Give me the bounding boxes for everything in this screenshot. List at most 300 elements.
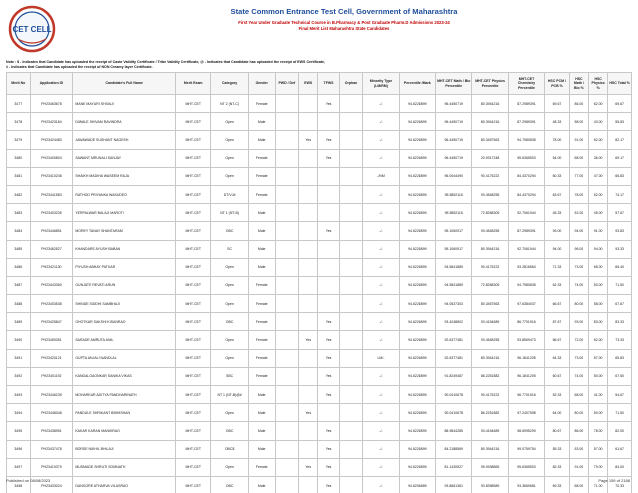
table-cell: 3498 (7, 476, 31, 493)
table-cell: 71.50 (608, 276, 632, 294)
table-cell: SBC (211, 367, 248, 385)
table-cell: 3485 (7, 240, 31, 258)
table-cell: MHT-CET (176, 476, 211, 493)
table-cell: Yes (318, 313, 339, 331)
table-cell: Yes (318, 422, 339, 440)
table-cell: 20.9317248 (472, 149, 508, 167)
table-row (7, 149, 632, 167)
table-cell: OBC$ (211, 440, 248, 458)
table-cell: 86.7701916 (508, 313, 544, 331)
table-cell (275, 476, 299, 493)
table-cell: 52.33 (545, 386, 570, 404)
table-cell: PH23424483 (30, 131, 73, 149)
page-subtitle: First Year Under Graduate Technical Course in B.Pharmacy & Post Graduate Pharm.D Admissions 2023-24 (238, 20, 450, 25)
table-cell: 3487 (7, 276, 31, 294)
table-cell: 96.7701916 (508, 386, 544, 404)
table-header-row (7, 73, 632, 95)
table-cell (339, 367, 363, 385)
table-cell: Female (248, 276, 275, 294)
table-cell (275, 167, 299, 185)
table-cell (339, 440, 363, 458)
table-cell: 67.50 (608, 367, 632, 385)
table-cell (318, 204, 339, 222)
table-cell: Open (211, 295, 248, 313)
table-row (7, 422, 632, 440)
table-cell: 93.00 (569, 313, 588, 331)
table-cell: 3491 (7, 349, 31, 367)
table-cell: 62.00 (589, 95, 608, 113)
table-row (7, 185, 632, 203)
table-cell: OBC (211, 222, 248, 240)
table-row (7, 222, 632, 240)
table-cell: -/- (363, 331, 399, 349)
table-cell: MOHARKAR ADITYA PANDHARINATH (73, 386, 176, 404)
table-cell: 63.67 (545, 185, 570, 203)
notes-section (6, 60, 632, 70)
table-cell: 71.50 (608, 404, 632, 422)
table-cell: 90.4175222 (472, 258, 508, 276)
table-cell: PH23446851 (30, 222, 73, 240)
table-cell: Female (248, 349, 275, 367)
table-cell: 80.3944216 (472, 440, 508, 458)
table-cell: 80.3457563 (472, 131, 508, 149)
table-cell: 93.00 (545, 222, 570, 240)
table-cell: 97.2407598 (508, 404, 544, 422)
table-cell: 94.6226899 (399, 258, 435, 276)
table-cell: 97.6384037 (508, 295, 544, 313)
table-cell: MHT-CET (176, 167, 211, 185)
table-cell: PH23463678 (30, 95, 73, 113)
table-cell: 66.67 (545, 331, 570, 349)
column-header: Gender (248, 73, 275, 95)
table-cell: -/- (363, 222, 399, 240)
table-cell: 55.83 (608, 113, 632, 131)
table-row (7, 240, 632, 258)
table-cell (299, 167, 318, 185)
table-cell (275, 295, 299, 313)
table-cell: 94.6226899 (399, 240, 435, 258)
table-cell: 3489 (7, 313, 31, 331)
table-cell: 94.5841889 (436, 276, 472, 294)
table-cell (339, 313, 363, 331)
table-cell: 95.5852116 (436, 185, 472, 203)
table-cell: 3488 (7, 295, 31, 313)
table-row (7, 204, 632, 222)
table-cell (339, 349, 363, 367)
table-cell: MHT-CET (176, 458, 211, 476)
table-cell: OBC (211, 422, 248, 440)
table-cell (339, 167, 363, 185)
table-cell: 96.4450719 (436, 149, 472, 167)
table-cell: 96.0044490 (436, 167, 472, 185)
table-cell: 77.00 (569, 167, 588, 185)
table-cell: 86.2251882 (472, 404, 508, 422)
table-cell (299, 440, 318, 458)
table-cell: Yes (318, 440, 339, 458)
table-cell: Male (248, 386, 275, 404)
column-header: Application ID (30, 73, 73, 95)
table-cell: -/- (363, 367, 399, 385)
table-cell: 43.00 (589, 113, 608, 131)
table-cell: 94.00 (569, 222, 588, 240)
table-cell (299, 349, 318, 367)
table-cell: PIYUSH ABHAY PATKAR (73, 258, 176, 276)
table-cell (339, 458, 363, 476)
table-cell: 74.17 (608, 185, 632, 203)
table-cell: PANDULE SHRIKANT BIBHISHAN (73, 404, 176, 422)
table-cell: 74.00 (569, 367, 588, 385)
table-cell: 64.00 (545, 404, 570, 422)
table-cell: 45.00 (589, 204, 608, 222)
table-cell: Female (248, 185, 275, 203)
table-cell: Male (248, 204, 275, 222)
table-cell: KAKAR KARAN MANIKRAO (73, 422, 176, 440)
column-header: Minority Type (LM/RM) (363, 73, 399, 95)
table-cell: 94.6226899 (399, 367, 435, 385)
logo-text: CET CELL (12, 25, 52, 34)
table-cell: -/- (363, 276, 399, 294)
table-cell (339, 276, 363, 294)
table-cell: Male (248, 113, 275, 131)
table-cell: 3490 (7, 331, 31, 349)
table-cell: 67.67 (608, 295, 632, 313)
table-cell: Open (211, 331, 248, 349)
table-cell: 62.00 (589, 131, 608, 149)
table-cell (318, 295, 339, 313)
table-cell: OBC (211, 476, 248, 493)
table-cell: Female (248, 367, 275, 385)
table-cell: 90.4175222 (472, 386, 508, 404)
table-cell: 86.2251882 (472, 367, 508, 385)
table-cell: MHT-CET (176, 422, 211, 440)
table-row (7, 167, 632, 185)
page-number: Page 159 of 2188 (598, 478, 630, 483)
table-cell: Male (248, 422, 275, 440)
table-cell: PH23401192 (30, 367, 73, 385)
table-cell: 69.33 (545, 476, 570, 493)
table-cell: 72.8268309 (472, 204, 508, 222)
table-cell: PH23420121 (30, 349, 73, 367)
table-cell: -/- (363, 258, 399, 276)
table-cell: 78.00 (569, 185, 588, 203)
table-cell: 92.6377481 (436, 331, 472, 349)
table-cell: MHT-CET (176, 113, 211, 131)
table-cell: MOREY TANAY SHANTARAM (73, 222, 176, 240)
table-cell: 3478 (7, 113, 31, 131)
table-cell: Open (211, 149, 248, 167)
table-cell (275, 404, 299, 422)
table-cell: 99.0938869 (472, 458, 508, 476)
table-cell: 93.8569473 (508, 331, 544, 349)
table-cell: 94.6226899 (399, 349, 435, 367)
table-cell (339, 240, 363, 258)
table-cell (318, 258, 339, 276)
table-cell: Female (248, 149, 275, 167)
table-cell: 73.00 (569, 258, 588, 276)
table-cell: 94.00 (589, 240, 608, 258)
table-cell (275, 386, 299, 404)
table-cell: MHT-CET (176, 258, 211, 276)
table-cell: MHT-CET (176, 440, 211, 458)
table-row (7, 458, 632, 476)
column-header: HSC Math / Bio % (569, 73, 588, 95)
column-header: Merit No (7, 73, 31, 95)
table-cell (318, 276, 339, 294)
table-cell: 54.67 (608, 386, 632, 404)
table-cell: 94.6226899 (399, 276, 435, 294)
table-cell: DIWALE SHIVAM RAVINDRA (73, 113, 176, 131)
table-cell: GUPTA ANJALI NANDLAL (73, 349, 176, 367)
table-row (7, 386, 632, 404)
table-row (7, 276, 632, 294)
table-cell: 3484 (7, 222, 31, 240)
table-cell (339, 422, 363, 440)
table-cell (275, 113, 299, 131)
table-cell: PH23446239 (30, 386, 73, 404)
table-cell: KANDALGAONKAR SANIKA VIKAS (73, 367, 176, 385)
table-cell: Male (248, 222, 275, 240)
table-cell: 82.00 (608, 422, 632, 440)
table-cell (318, 240, 339, 258)
table-cell (339, 222, 363, 240)
table-cell (339, 386, 363, 404)
table-cell (299, 422, 318, 440)
table-cell: Yes (318, 458, 339, 476)
table-cell: Male (248, 476, 275, 493)
table-cell: 3480 (7, 149, 31, 167)
table-cell: Female (248, 331, 275, 349)
table-cell (339, 95, 363, 113)
table-cell: -/- (363, 313, 399, 331)
table-cell: 96.4450719 (436, 95, 472, 113)
table-cell: Open (211, 258, 248, 276)
table-cell: Male (248, 258, 275, 276)
page-title: State Common Entrance Test Cell, Government of Maharashtra (230, 7, 458, 16)
table-cell: 95.6365503 (508, 149, 544, 167)
table-cell: 68.00 (569, 386, 588, 404)
table-cell: NT 2 (NT-C) (211, 95, 248, 113)
column-header: Percentile /Mark (399, 73, 435, 95)
table-cell: 94.7980835 (508, 131, 544, 149)
table-cell: 95.1060917 (436, 240, 472, 258)
table-cell: 94.6226899 (399, 131, 435, 149)
note-line: # - Indicates that Candidate has uploaded the receipt of NON Creamy layer Certificate. (6, 65, 153, 69)
table-cell: Open (211, 131, 248, 149)
table-cell: 93.3669681 (508, 476, 544, 493)
table-cell: 94.6226899 (399, 440, 435, 458)
table-cell (299, 386, 318, 404)
table-cell: PH23410248 (30, 167, 73, 185)
table-cell: 94.6226899 (399, 149, 435, 167)
table-cell (339, 131, 363, 149)
table-cell: -/- (363, 386, 399, 404)
table-cell: 60.67 (545, 367, 570, 385)
table-cell (339, 113, 363, 131)
table-cell (275, 331, 299, 349)
table-cell: 54.00 (545, 149, 570, 167)
table-cell: Open (211, 276, 248, 294)
table-cell: DT/VJ# (211, 185, 248, 203)
table-cell: Yes (318, 149, 339, 167)
table-cell: 3495 (7, 422, 31, 440)
table-cell: 94.6226899 (399, 204, 435, 222)
table-cell: LM/- (363, 349, 399, 367)
table-cell: 87.67 (545, 313, 570, 331)
table-cell (339, 476, 363, 493)
table-cell: 96.4450719 (436, 131, 472, 149)
table-cell: 94.00 (545, 240, 570, 258)
table-cell: MHT-CET (176, 313, 211, 331)
table-cell: 96.00 (569, 240, 588, 258)
table-cell (275, 276, 299, 294)
table-cell (339, 204, 363, 222)
table-cell: 94.6226899 (399, 113, 435, 131)
table-row (7, 131, 632, 149)
table-cell: GUNJATE REVATI ARUN (73, 276, 176, 294)
table-cell: 80.00 (569, 404, 588, 422)
table-row (7, 95, 632, 113)
table-cell: 95.6365503 (508, 458, 544, 476)
table-cell (275, 131, 299, 149)
table-cell: 93.33 (608, 240, 632, 258)
table-cell: 3481 (7, 167, 31, 185)
table-cell: -/- (363, 295, 399, 313)
table-cell: 99.0759754 (508, 440, 544, 458)
table-cell: 58.00 (589, 295, 608, 313)
table-body (7, 95, 632, 493)
table-cell: 68.00 (569, 149, 588, 167)
table-cell: Female (248, 295, 275, 313)
table-cell: -/- (363, 240, 399, 258)
table-cell: MHT-CET (176, 204, 211, 222)
table-cell: PH23450051 (30, 331, 73, 349)
table-cell: 79.00 (589, 458, 608, 476)
table-cell (339, 295, 363, 313)
table-cell (318, 185, 339, 203)
table-cell: MHT-CET (176, 386, 211, 404)
table-cell (275, 349, 299, 367)
table-cell: NT 1 (NT-B) (211, 204, 248, 222)
table-cell (339, 258, 363, 276)
table-cell: Yes (299, 404, 318, 422)
table-cell: 74.00 (569, 276, 588, 294)
table-cell: 80.3944216 (472, 240, 508, 258)
table-cell: 93.4248802 (436, 313, 472, 331)
table-cell: 84.00 (608, 458, 632, 476)
table-cell: OBC (211, 313, 248, 331)
table-cell: 86.00 (569, 95, 588, 113)
table-cell: 94.6226899 (399, 185, 435, 203)
table-cell: 80.67 (545, 422, 570, 440)
table-cell: MHT-CET (176, 349, 211, 367)
table-cell: 80.3457563 (472, 295, 508, 313)
list-name: Final Merit List Maharashtra State Candidates (298, 26, 390, 31)
table-cell: 87.2989391 (508, 222, 544, 240)
table-cell: 3483 (7, 204, 31, 222)
table-cell: 3497 (7, 458, 31, 476)
table-cell: -/- (363, 422, 399, 440)
table-cell: Male (248, 440, 275, 458)
table-cell: PH23403235 (30, 204, 73, 222)
table-cell: 73.00 (569, 349, 588, 367)
table-cell: 96.1841205 (508, 367, 544, 385)
table-cell: MHT-CET (176, 404, 211, 422)
table-cell: 72.00 (569, 331, 588, 349)
table-cell (299, 95, 318, 113)
table-cell: -/- (363, 149, 399, 167)
table-cell: 94.6226899 (399, 222, 435, 240)
table-cell: Yes (318, 367, 339, 385)
table-cell: 84.4370294 (508, 185, 544, 203)
table-cell: MHT-CET (176, 295, 211, 313)
table-cell: 83.33 (608, 313, 632, 331)
table-cell: MHT-CET (176, 149, 211, 167)
table-cell: 66.83 (608, 167, 632, 185)
table-cell: 94.6226899 (399, 95, 435, 113)
table-cell (299, 240, 318, 258)
table-cell: Open (211, 404, 248, 422)
table-cell (275, 95, 299, 113)
table-cell: 94.0537303 (436, 295, 472, 313)
table-cell (299, 222, 318, 240)
table-cell: RATHOD PRIYANKA WASUDEO (73, 185, 176, 203)
table-cell: PH23441583 (30, 185, 73, 203)
table-cell: 92.6377481 (436, 349, 472, 367)
table-cell: 95.1060917 (436, 222, 472, 240)
table-cell: SHAIKH MADIHA WASEEM RAJA (73, 167, 176, 185)
table-cell: 52.00 (589, 185, 608, 203)
table-cell: Yes (299, 458, 318, 476)
table-cell: Yes (318, 131, 339, 149)
table-cell: 93.8398589 (472, 476, 508, 493)
table-cell: 80.3944216 (472, 349, 508, 367)
table-cell: -/- (363, 95, 399, 113)
table-cell: 92.7061944 (508, 240, 544, 258)
table-cell: 94.6226899 (399, 458, 435, 476)
table-cell: PH23419379 (30, 458, 73, 476)
table-cell (275, 422, 299, 440)
table-cell: -/- (363, 440, 399, 458)
table-cell: 55.33 (545, 440, 570, 458)
table-cell: 52.00 (569, 204, 588, 222)
table-cell (275, 440, 299, 458)
table-cell (275, 185, 299, 203)
table-cell: 93.4548255 (472, 331, 508, 349)
table-cell: 93.4548255 (472, 185, 508, 203)
table-cell: Female (248, 313, 275, 331)
table-cell: 57.67 (608, 204, 632, 222)
table-cell: 50.00 (589, 367, 608, 385)
table-cell: KHANDARE AYUSH BABAN (73, 240, 176, 258)
column-header: MHT-CET Math / Bio Percentile (436, 73, 472, 95)
table-cell: 3477 (7, 95, 31, 113)
table-cell: PH23423184 (30, 113, 73, 131)
table-cell: SHINDE SIDDHI SAMBHAJI (73, 295, 176, 313)
table-cell: JAWAWADE SUSHANT NAGESH (73, 131, 176, 149)
table-cell (339, 331, 363, 349)
table-cell: 80.3944216 (472, 113, 508, 131)
table-cell: -/- (363, 131, 399, 149)
table-cell: 90.4175222 (472, 167, 508, 185)
table-cell: 90.0410678 (436, 386, 472, 404)
table-cell: PH23448348 (30, 404, 73, 422)
column-header: EWS (299, 73, 318, 95)
table-cell (275, 222, 299, 240)
column-header: Merit Exam (176, 73, 211, 95)
table-row (7, 113, 632, 131)
table-cell: Yes (318, 386, 339, 404)
table-cell: Male (248, 131, 275, 149)
